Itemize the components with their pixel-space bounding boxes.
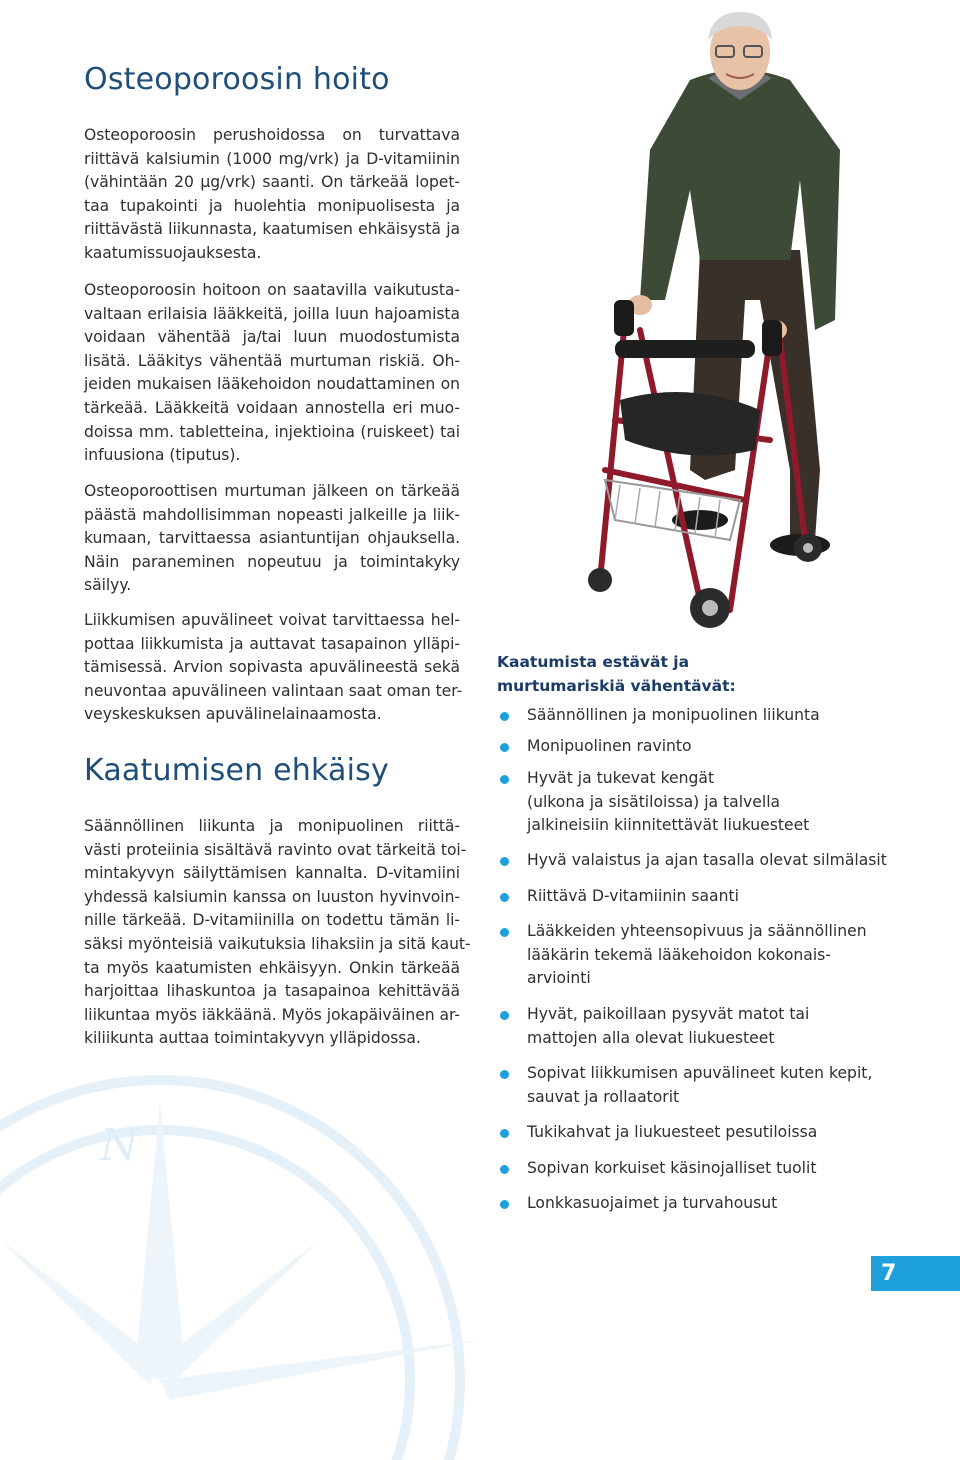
bullet-icon <box>500 857 509 866</box>
svg-text:N: N <box>100 1120 139 1171</box>
text-line: riittävästä liikunnasta, kaatumisen ehkäisystä ja <box>84 220 460 239</box>
bullet-icon <box>500 1070 509 1079</box>
text-line: Sopivat liikkumisen apuvälineet kuten kepit, <box>527 1064 873 1082</box>
paragraph-fall-prevention <box>84 815 471 1051</box>
text-line: riittävä kalsiumin (1000 mg/vrk) ja D-vitamiinin <box>84 149 460 168</box>
text-line: tämisessä. Arvion sopivasta apuvälineestä sekä <box>84 658 460 677</box>
text-line: lääkärin tekemä lääkehoidon kokonais- <box>527 945 831 964</box>
text-line: Kaatumista estävät ja <box>497 653 690 671</box>
bullet-icon <box>500 743 509 752</box>
paragraph-after-fracture <box>84 480 460 598</box>
text-line: Sopivan korkuiset käsinojalliset tuolit <box>527 1159 817 1177</box>
text-line: infuusiona (tiputus). <box>84 446 241 465</box>
bullet-icon <box>500 928 509 937</box>
text-line: mintakyvyn säilyttämisen kannalta. D-vitamiini <box>84 864 460 883</box>
page-number: 7 <box>871 1256 960 1291</box>
text-line: Lonkkasuojaimet ja turvahousut <box>527 1194 778 1212</box>
text-line: Hyvät, paikoillaan pysyvät matot tai <box>527 1005 810 1023</box>
paragraph-basic-care <box>84 124 460 266</box>
paragraph-mobility-aids <box>84 609 463 727</box>
text-line: Säännöllinen ja monipuolinen liikunta <box>527 706 820 724</box>
text-line: neuvontaa apuvälineen valintaan saat oman ter- <box>84 681 463 700</box>
text-line: Liikkumisen apuvälineet voivat tarvittaessa hel- <box>84 611 460 629</box>
section-title: Kaatumisen ehkäisy <box>84 753 389 788</box>
text-line: lisätä. Lääkitys vähentää murtuman riskiä. Oh- <box>84 351 460 370</box>
text-line: arviointi <box>527 969 591 987</box>
text-line: murtumariskiä vähentävät: <box>497 677 736 695</box>
text-line: päästä mahdollisimman nopeasti jalkeille ja liik- <box>84 505 460 524</box>
text-line: Hyvät ja tukevat kengät <box>527 769 715 787</box>
bullet-icon <box>500 712 509 721</box>
text-line: säksi myönteisiä vaikutuksia lihaksiin ja sitä kaut- <box>84 934 471 953</box>
text-line: Osteoporoottisen murtuman jälkeen on tärkeää <box>84 482 460 500</box>
text-line: Lääkkeiden yhteensopivuus ja säännöllinen <box>527 922 867 940</box>
text-line: Hyvä valaistus ja ajan tasalla olevat silmälasit <box>527 851 887 869</box>
bullet-icon <box>500 893 509 902</box>
text-line: doissa mm. tabletteina, injektioina (ruiskeet) tai <box>84 422 460 441</box>
text-line: jalkineisiin kiinnitettävät liukuesteet <box>527 816 810 834</box>
page-title: Osteoporoosin hoito <box>84 62 390 97</box>
bullet-icon <box>500 1165 509 1174</box>
paragraph-medication <box>84 279 460 468</box>
text-line: Osteoporoosin perushoidossa on turvattava <box>84 126 460 144</box>
bullet-icon <box>500 1011 509 1020</box>
text-line: kumaan, tarvittaessa asiantuntijan ohjauksella. <box>84 529 460 548</box>
sidebar-heading <box>497 650 736 698</box>
text-line: liikuntaa myös iäkkäänä. Myös jokapäiväinen ar- <box>84 1005 460 1024</box>
text-line: Tukikahvat ja liukuesteet pesutiloissa <box>527 1123 818 1141</box>
elderly-man-rollator-photo <box>540 0 960 640</box>
text-line: mattojen alla olevat liukuesteet <box>527 1028 775 1047</box>
bullet-icon <box>500 1129 509 1138</box>
text-line: västi proteiinia sisältävä ravinto ovat tärkeitä toi- <box>84 840 467 859</box>
text-line: veyskeskuksen apuvälinelainaamosta. <box>84 705 382 724</box>
text-line: (ulkona ja sisätiloissa) ja talvella <box>527 792 781 811</box>
text-line: Näin paraneminen nopeutuu ja toimintakyky <box>84 552 460 571</box>
text-line: Osteoporoosin hoitoon on saatavilla vaikutusta- <box>84 281 460 299</box>
compass-watermark <box>0 1040 580 1460</box>
bullet-icon <box>500 775 509 784</box>
text-line: kaatumissuojauksesta. <box>84 243 262 262</box>
text-line: voidaan vähentää ja/tai luun muodostumista <box>84 328 460 347</box>
text-line: valtaan erilaisia lääkkeitä, joilla luun hajoamista <box>84 304 460 323</box>
text-line: (vähintään 20 µg/vrk) saanti. On tärkeää lopet- <box>84 173 460 192</box>
text-line: jeiden mukaisen lääkehoidon noudattaminen on <box>84 375 460 394</box>
text-line: sauvat ja rollaatorit <box>527 1087 680 1106</box>
text-line: tärkeää. Lääkkeitä voidaan annostella eri muo- <box>84 398 460 417</box>
text-line: säilyy. <box>84 576 132 595</box>
text-line: yhdessä kalsiumin kanssa on luuston hyvinvoin- <box>84 887 460 906</box>
text-line: nille tärkeää. D-vitamiinilla on todettu tämän li- <box>84 911 460 930</box>
text-line: taa tupakointi ja huolehtia monipuolisesta ja <box>84 196 460 215</box>
text-line: kiliikunta auttaa toimintakyvyn ylläpidossa. <box>84 1029 421 1048</box>
text-line: ta myös kaatumisten ehkäisyyn. Onkin tärkeää <box>84 958 460 977</box>
bullet-icon <box>500 1200 509 1209</box>
text-line: Monipuolinen ravinto <box>527 737 692 755</box>
text-line: Säännöllinen liikunta ja monipuolinen riittä- <box>84 817 460 835</box>
text-line: pottaa liikkumista ja auttavat tasapainon ylläpi- <box>84 634 460 653</box>
text-line: harjoittaa lihaskuntoa ja tasapainoa kehittävää <box>84 982 460 1001</box>
text-line: Riittävä D-vitamiinin saanti <box>527 887 739 905</box>
